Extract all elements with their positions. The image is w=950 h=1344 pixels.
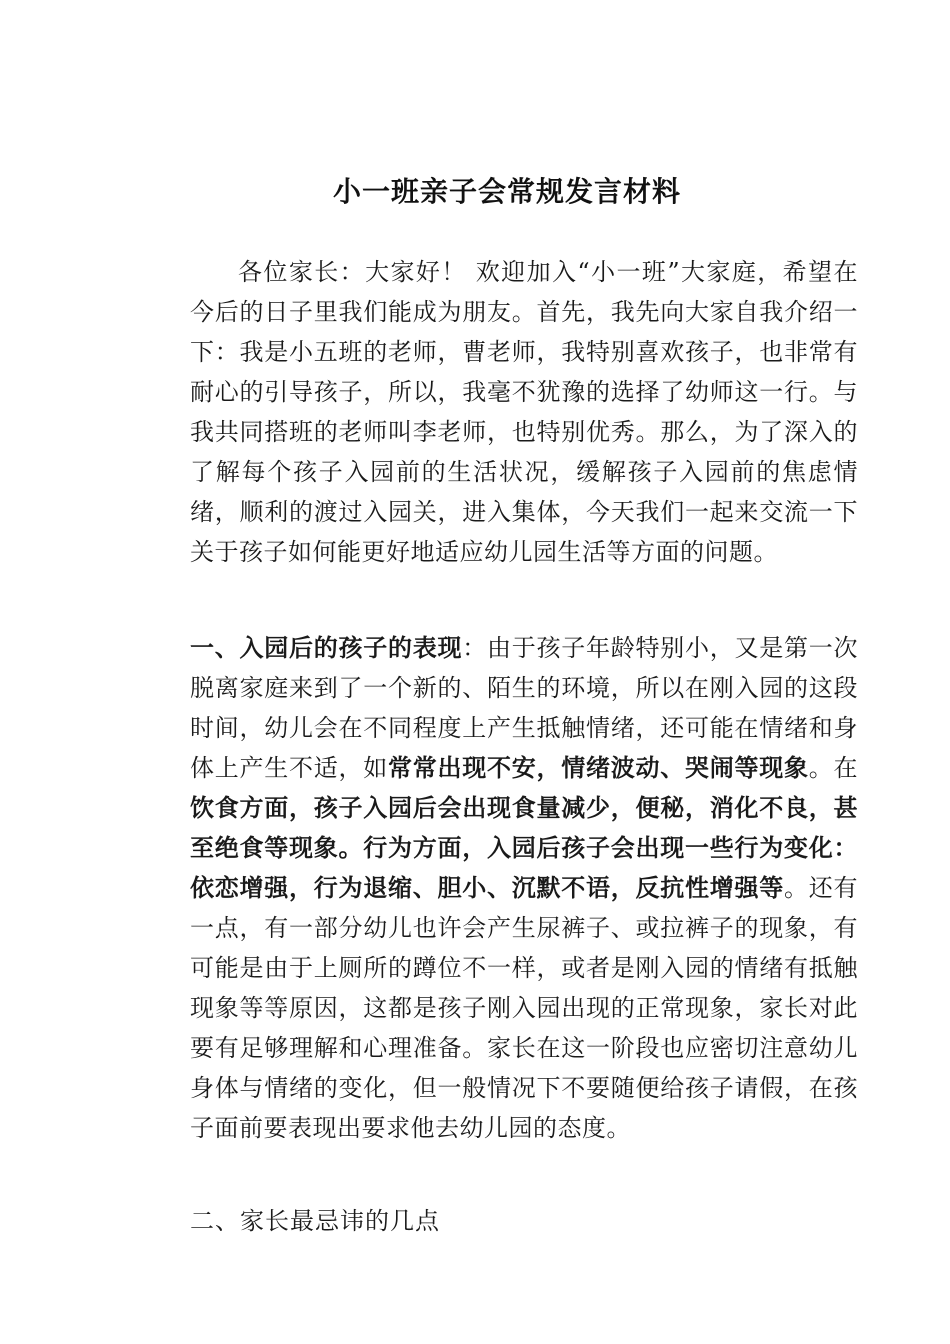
- section-1-text-1: ：由于孩子年龄特别小，又是第一次脱离家庭来到了一个新的、陌生的环境，所以在刚入园的这段时间，幼儿会在不同程度上产生抵触情绪，还可能在情绪和身体上产生不适，如: [190, 634, 858, 782]
- section-1-paragraph: [190, 628, 858, 1148]
- section-1-heading: 一、入园后的孩子的表现: [190, 634, 463, 662]
- section-1-text-2: 。在: [808, 754, 858, 782]
- section-2-heading: 二、家长最忌讳的几点: [190, 1207, 440, 1235]
- intro-paragraph: 各位家长：大家好！ 欢迎加入“小一班”大家庭，希望在今后的日子里我们能成为朋友。首先，我先向大家自我介绍一下：我是小五班的老师，曹老师，我特别喜欢孩子，也非常有耐心的引导孩子，所以，我毫不犹豫的选择了幼师这一行。与我共同搭班的老师叫李老师，也特别优秀。那么，为了深入的了解每个孩子入园前的生活状况，缓解孩子入园前的焦虑情绪，顺利的渡过入园关，进入集体，今天我们一起来交流一下关于孩子如何能更好地适应幼儿园生活等方面的问题。: [190, 258, 858, 566]
- section-1-bold-2: 饮食方面，孩子入园后会出现食量减少，便秘，消化不良，甚至绝食等现象。行为方面，入园后孩子会出现一些行为变化：依恋增强，行为退缩、胆小、沉默不语，反抗性增强等: [190, 794, 858, 902]
- section-1-bold-1: 常常出现不安，情绪波动、哭闹等现象: [388, 754, 809, 782]
- section-1-text-3: 。还有一点，有一部分幼儿也许会产生尿裤子、或拉裤子的现象，有可能是由于上厕所的蹲位不一样，或者是刚入园的情绪有抵触现象等等原因，这都是孩子刚入园出现的正常现象，家长对此要有足够理解和心理准备。家长在这一阶段也应密切注意幼儿身体与情绪的变化，但一般情况下不要随便给孩子请假，在孩子面前要表现出要求他去幼儿园的态度。: [190, 874, 858, 1142]
- page-title: 小一班亲子会常规发言材料: [332, 175, 681, 208]
